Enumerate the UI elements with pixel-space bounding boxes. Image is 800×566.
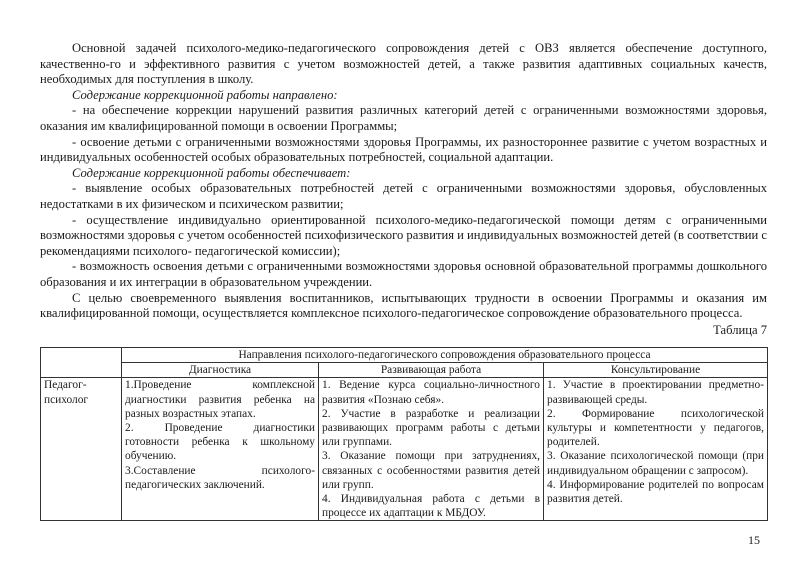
subheading-provides: Содержание коррекционной работы обеспечивает:: [72, 165, 351, 180]
column-header-development: Развивающая работа: [319, 363, 544, 378]
diagnostics-item: 1.Проведение комплексной диагностики развития ребенка на разных возрастных этапах.: [125, 379, 315, 420]
page-number: 15: [748, 533, 760, 547]
paragraph-identification: - выявление особых образовательных потребностей детей с ограниченными возможностями здоровья, обусловленных недостатками в их физическом и психическом развитии;: [40, 181, 767, 211]
document-body: [40, 41, 767, 338]
paragraph-timely-identification: С целью своевременного выявления воспитанников, испытывающих трудности в освоении Программы и оказания им квалифицированной помощи, осуществляется комплексное психолого-педагогическое сопровождение образовательного процесса.: [40, 290, 767, 321]
column-header-consulting: Консультирование: [544, 363, 768, 378]
table-caption: Таблица 7: [713, 322, 767, 337]
paragraph-correction: - на обеспечение коррекции нарушений развития различных категорий детей с ограниченными возможностями здоровья, оказания им квалифицированной помощи в освоении Программы;: [40, 103, 767, 133]
role-cell: Педагог-психолог: [41, 378, 122, 521]
paragraph-individual-help: - осуществление индивидуально ориентированной психолого-медико-педагогической помощи детям с ограниченными возможностями здоровья с учетом особенностей психофизического развития и индивидуальных возможностей детей (в соответствии с рекомендациями психолого- педагогической комиссии);: [40, 212, 767, 258]
paragraph-mastering: - освоение детьми с ограниченными возможностями здоровья Программы, их разностороннее развитие с учетом возрастных и индивидуальных особенностей особых образовательных потребностей, социальной адаптации.: [40, 134, 767, 165]
support-directions-table: [40, 347, 768, 521]
consulting-item: 1. Участие в проектировании предметно-развивающей среды.: [547, 379, 765, 406]
table-header-row-group: [41, 348, 768, 363]
development-item: 3. Оказание помощи при затруднениях, связанных с особенностями развития детей или групп.: [322, 450, 540, 491]
diagnostics-item: 3.Составление психолого-педагогических заключений.: [125, 464, 315, 491]
consulting-item: 2. Формирование психологической культуры и компетентности у педагогов, родителей.: [547, 407, 765, 449]
consulting-cell: [544, 378, 768, 521]
paragraph-main-goal: Основной задачей психолого-медико-педагогического сопровождения детей с ОВЗ является обеспечение доступного, качественно-го и эффективного развития с учетом возможностей детей, а также развития адаптивных социальных качеств, необходимых для поступления в школу.: [40, 41, 767, 87]
paragraph-possibility: - возможность освоения детьми с ограниченными возможностями здоровья основной образовательной программы дошкольного образования и их интеграции в образовательном учреждении.: [40, 259, 767, 289]
table-group-header: Направления психолого-педагогического сопровождения образовательного процесса: [122, 348, 768, 363]
column-header-diagnostics: Диагностика: [122, 363, 319, 378]
development-cell: [319, 378, 544, 521]
diagnostics-item: 2. Проведение диагностики готовности ребенка к школьному обучению.: [125, 422, 315, 463]
table-header-empty-cell: [41, 348, 122, 378]
consulting-item: 4. Информирование родителей по вопросам развития детей.: [547, 478, 765, 506]
diagnostics-cell: [122, 378, 319, 521]
development-item: 1. Ведение курса социально-личностного развития «Познаю себя».: [322, 379, 540, 406]
consulting-item: 3. Оказание психологической помощи (при индивидуальном обращении с запросом).: [547, 450, 765, 477]
development-item: 2. Участие в разработке и реализации развивающих программ работы с детьми или группами.: [322, 407, 540, 449]
development-item: 4. Индивидуальная работа с детьми в процессе их адаптации к МБДОУ.: [322, 493, 540, 520]
table-row: [41, 378, 768, 521]
table-header-row-columns: [41, 363, 768, 378]
subheading-directed: Содержание коррекционной работы направлено:: [72, 87, 338, 102]
